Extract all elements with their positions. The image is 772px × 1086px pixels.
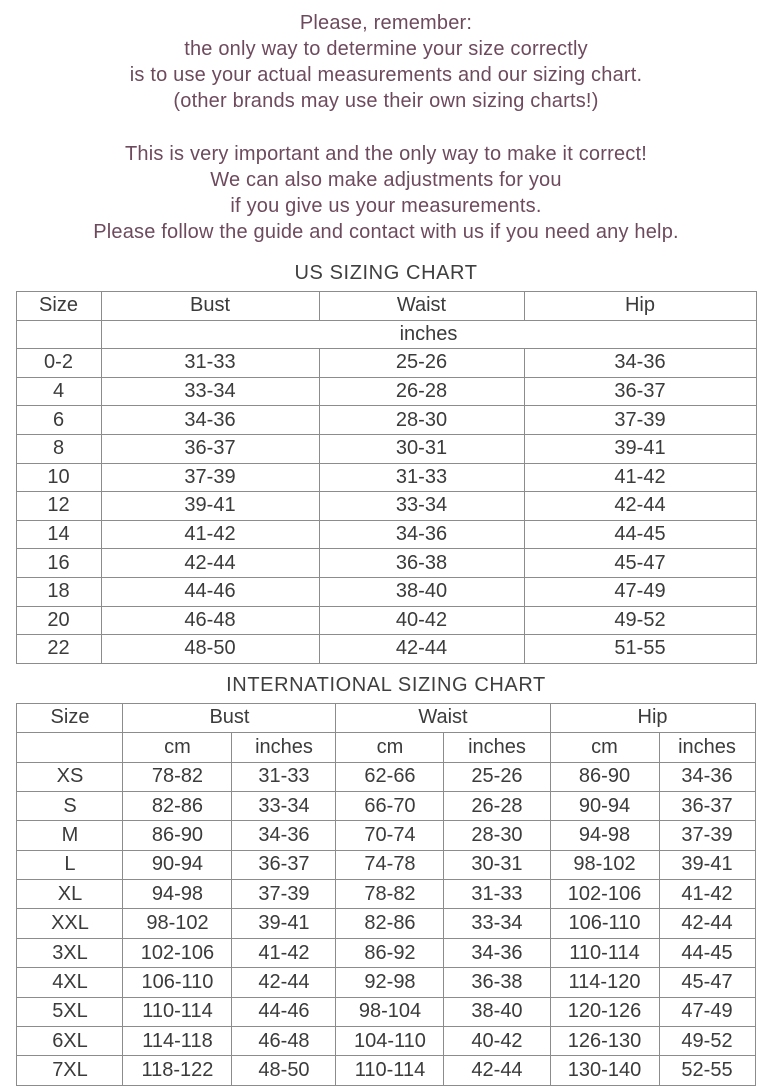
size-cell: 12: [16, 492, 101, 521]
measurement-cell: 36-37: [232, 850, 336, 879]
intl-chart-title: INTERNATIONAL SIZING CHART: [226, 673, 546, 696]
header-row: [17, 703, 755, 732]
measurement-cell: 78-82: [336, 880, 444, 909]
intro-line: This is very important and the only way to make it correct!: [125, 143, 647, 165]
size-cell: XS: [17, 762, 123, 791]
table-row: [16, 577, 756, 606]
measurement-cell: 66-70: [336, 791, 444, 820]
table-row: [16, 406, 756, 435]
measurement-cell: 42-44: [101, 549, 319, 578]
measurement-cell: 82-86: [336, 909, 444, 938]
measurement-cell: 28-30: [444, 821, 550, 850]
measurement-cell: 110-114: [550, 938, 659, 967]
measurement-cell: 25-26: [319, 349, 524, 378]
measurement-cell: 106-110: [550, 909, 659, 938]
measurement-cell: 26-28: [319, 377, 524, 406]
measurement-cell: 90-94: [550, 791, 659, 820]
measurement-cell: 110-114: [336, 1056, 444, 1085]
measurement-cell: 106-110: [123, 968, 232, 997]
measurement-cell: 31-33: [232, 762, 336, 791]
measurement-cell: 36-37: [524, 377, 756, 406]
intro-help-note: [0, 141, 772, 245]
measurement-cell: 36-37: [101, 434, 319, 463]
table-row: [16, 520, 756, 549]
measurement-cell: 42-44: [319, 635, 524, 664]
measurement-cell: 94-98: [550, 821, 659, 850]
measurement-cell: 126-130: [550, 1027, 659, 1056]
measurement-cell: 47-49: [659, 997, 755, 1026]
measurement-cell: 70-74: [336, 821, 444, 850]
measurement-cell: 52-55: [659, 1056, 755, 1085]
measurement-cell: 36-38: [319, 549, 524, 578]
table-row: [16, 434, 756, 463]
measurement-cell: 28-30: [319, 406, 524, 435]
intro-line: Please, remember:: [299, 12, 473, 34]
measurement-cell: 39-41: [524, 434, 756, 463]
measurement-cell: 34-36: [444, 938, 550, 967]
measurement-cell: 98-102: [123, 909, 232, 938]
unit-label-cell: cm: [123, 733, 232, 762]
measurement-cell: 114-118: [123, 1027, 232, 1056]
size-cell: 20: [16, 606, 101, 635]
measurement-cell: 31-33: [101, 349, 319, 378]
size-cell: M: [17, 821, 123, 850]
unit-label-cell: inches: [232, 733, 336, 762]
unit-label-cell: inches: [444, 733, 550, 762]
measurement-cell: 47-49: [524, 577, 756, 606]
size-cell: XXL: [17, 909, 123, 938]
measurement-cell: 34-36: [232, 821, 336, 850]
size-cell: XL: [17, 880, 123, 909]
measurement-cell: 33-34: [101, 377, 319, 406]
unit-label-cell: inches: [101, 320, 756, 349]
size-cell: 6: [16, 406, 101, 435]
intro-note: [0, 0, 772, 114]
table-row: [16, 492, 756, 521]
column-header-waist: Waist: [336, 703, 550, 732]
intro-line: if you give us your measurements.: [230, 195, 542, 217]
measurement-cell: 86-92: [336, 938, 444, 967]
measurement-cell: 37-39: [659, 821, 755, 850]
measurement-cell: 86-90: [550, 762, 659, 791]
size-cell: 0-2: [16, 349, 101, 378]
table-row: [16, 549, 756, 578]
measurement-cell: 104-110: [336, 1027, 444, 1056]
intro-line: Please follow the guide and contact with us if you need any help.: [93, 221, 679, 243]
measurement-cell: 74-78: [336, 850, 444, 879]
size-cell: S: [17, 791, 123, 820]
measurement-cell: 114-120: [550, 968, 659, 997]
table-row: [17, 791, 755, 820]
table-row: [17, 1027, 755, 1056]
unit-label-cell: inches: [659, 733, 755, 762]
measurement-cell: 78-82: [123, 762, 232, 791]
measurement-cell: 39-41: [232, 909, 336, 938]
measurement-cell: 42-44: [524, 492, 756, 521]
size-cell: 14: [16, 520, 101, 549]
measurement-cell: 34-36: [659, 762, 755, 791]
header-row: [16, 292, 756, 321]
size-cell: 8: [16, 434, 101, 463]
table-row: [17, 938, 755, 967]
measurement-cell: 40-42: [319, 606, 524, 635]
column-header-hip: Hip: [550, 703, 755, 732]
size-cell: L: [17, 850, 123, 879]
measurement-cell: 82-86: [123, 791, 232, 820]
measurement-cell: 102-106: [550, 880, 659, 909]
measurement-cell: 44-46: [101, 577, 319, 606]
measurement-cell: 102-106: [123, 938, 232, 967]
measurement-cell: 38-40: [319, 577, 524, 606]
table-row: [17, 1056, 755, 1085]
measurement-cell: 31-33: [444, 880, 550, 909]
measurement-cell: 44-45: [659, 938, 755, 967]
unit-label-cell: cm: [336, 733, 444, 762]
measurement-cell: 49-52: [659, 1027, 755, 1056]
measurement-cell: 120-126: [550, 997, 659, 1026]
column-header-hip: Hip: [524, 292, 756, 321]
table-row: [17, 880, 755, 909]
measurement-cell: 42-44: [659, 909, 755, 938]
measurement-cell: 25-26: [444, 762, 550, 791]
measurement-cell: 41-42: [524, 463, 756, 492]
size-cell: 10: [16, 463, 101, 492]
intro-line: the only way to determine your size correctly: [184, 38, 588, 60]
measurement-cell: 41-42: [232, 938, 336, 967]
measurement-cell: 48-50: [232, 1056, 336, 1085]
measurement-cell: 34-36: [319, 520, 524, 549]
measurement-cell: 46-48: [101, 606, 319, 635]
size-cell: 18: [16, 577, 101, 606]
measurement-cell: 118-122: [123, 1056, 232, 1085]
table-row: [17, 762, 755, 791]
measurement-cell: 92-98: [336, 968, 444, 997]
table-row: [17, 909, 755, 938]
empty-cell: [16, 320, 101, 349]
measurement-cell: 44-45: [524, 520, 756, 549]
measurement-cell: 90-94: [123, 850, 232, 879]
table-row: [17, 968, 755, 997]
measurement-cell: 94-98: [123, 880, 232, 909]
measurement-cell: 51-55: [524, 635, 756, 664]
column-header-size: Size: [17, 703, 123, 732]
measurement-cell: 33-34: [444, 909, 550, 938]
size-cell: 7XL: [17, 1056, 123, 1085]
measurement-cell: 30-31: [444, 850, 550, 879]
measurement-cell: 45-47: [524, 549, 756, 578]
measurement-cell: 49-52: [524, 606, 756, 635]
measurement-cell: 48-50: [101, 635, 319, 664]
measurement-cell: 34-36: [101, 406, 319, 435]
measurement-cell: 33-34: [232, 791, 336, 820]
measurement-cell: 36-38: [444, 968, 550, 997]
measurement-cell: 86-90: [123, 821, 232, 850]
intro-line: We can also make adjustments for you: [210, 169, 562, 191]
size-cell: 3XL: [17, 938, 123, 967]
measurement-cell: 38-40: [444, 997, 550, 1026]
intro-line: (other brands may use their own sizing charts!): [173, 90, 599, 112]
table-row: [17, 997, 755, 1026]
size-cell: 6XL: [17, 1027, 123, 1056]
size-cell: 16: [16, 549, 101, 578]
table-row: [17, 821, 755, 850]
table-row: [16, 463, 756, 492]
column-header-bust: Bust: [101, 292, 319, 321]
measurement-cell: 39-41: [659, 850, 755, 879]
measurement-cell: 98-104: [336, 997, 444, 1026]
measurement-cell: 31-33: [319, 463, 524, 492]
measurement-cell: 37-39: [101, 463, 319, 492]
measurement-cell: 98-102: [550, 850, 659, 879]
size-cell: 5XL: [17, 997, 123, 1026]
measurement-cell: 110-114: [123, 997, 232, 1026]
measurement-cell: 30-31: [319, 434, 524, 463]
table-row: [16, 377, 756, 406]
measurement-cell: 41-42: [659, 880, 755, 909]
measurement-cell: 39-41: [101, 492, 319, 521]
column-header-bust: Bust: [123, 703, 336, 732]
measurement-cell: 130-140: [550, 1056, 659, 1085]
measurement-cell: 62-66: [336, 762, 444, 791]
unit-row: [16, 320, 756, 349]
measurement-cell: 41-42: [101, 520, 319, 549]
size-cell: 4: [16, 377, 101, 406]
measurement-cell: 37-39: [524, 406, 756, 435]
measurement-cell: 36-37: [659, 791, 755, 820]
column-header-size: Size: [16, 292, 101, 321]
us-chart-title: US SIZING CHART: [294, 262, 478, 284]
size-cell: 4XL: [17, 968, 123, 997]
measurement-cell: 40-42: [444, 1027, 550, 1056]
table-row: [16, 635, 756, 664]
intl-sizing-table: [16, 703, 755, 1086]
us-sizing-table: [16, 291, 757, 664]
measurement-cell: 46-48: [232, 1027, 336, 1056]
measurement-cell: 45-47: [659, 968, 755, 997]
measurement-cell: 26-28: [444, 791, 550, 820]
measurement-cell: 42-44: [232, 968, 336, 997]
table-row: [16, 349, 756, 378]
measurement-cell: 42-44: [444, 1056, 550, 1085]
empty-cell: [17, 733, 123, 762]
measurement-cell: 44-46: [232, 997, 336, 1026]
table-row: [16, 606, 756, 635]
unit-row: [17, 733, 755, 762]
column-header-waist: Waist: [319, 292, 524, 321]
measurement-cell: 37-39: [232, 880, 336, 909]
size-cell: 22: [16, 635, 101, 664]
unit-label-cell: cm: [550, 733, 659, 762]
measurement-cell: 33-34: [319, 492, 524, 521]
measurement-cell: 34-36: [524, 349, 756, 378]
intro-line: is to use your actual measurements and our sizing chart.: [129, 64, 643, 86]
table-row: [17, 850, 755, 879]
